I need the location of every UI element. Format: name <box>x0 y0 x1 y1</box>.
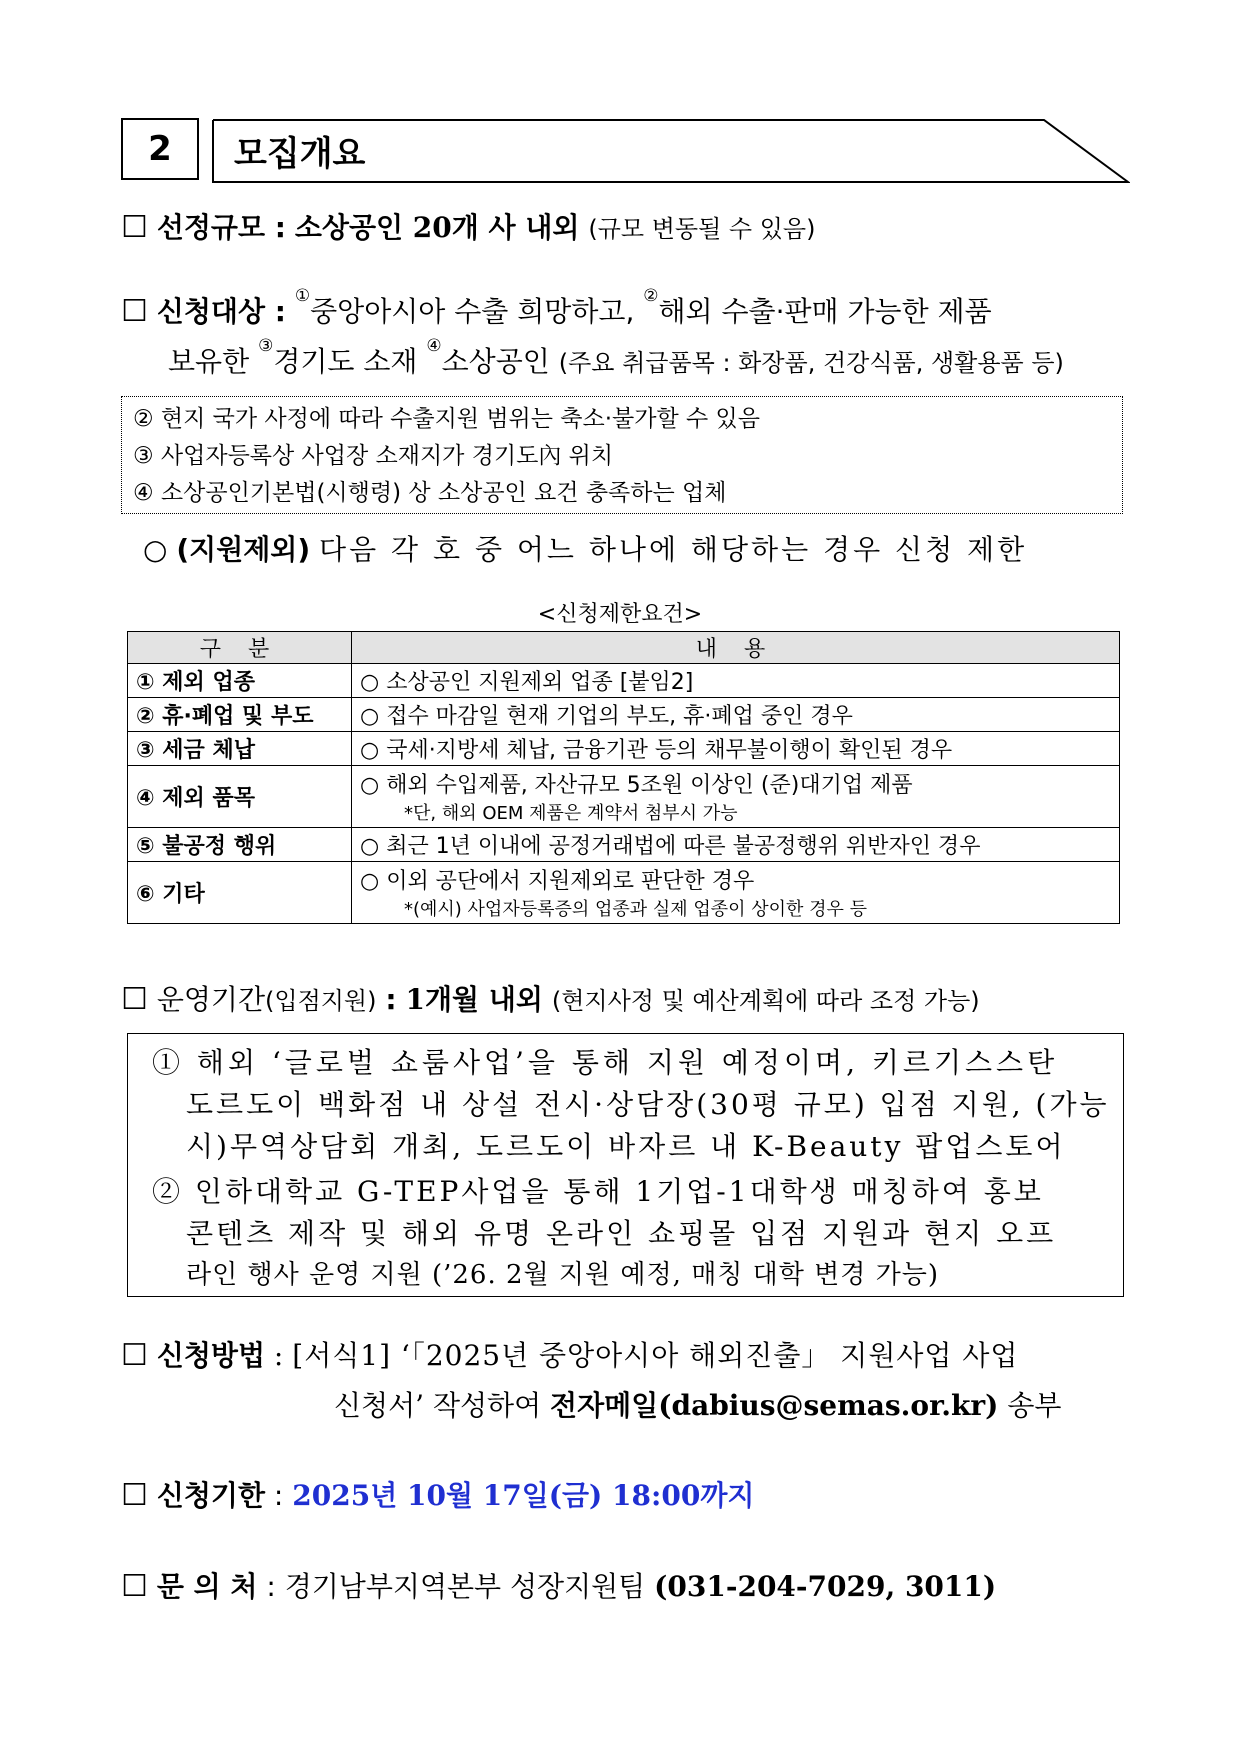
target-text-1: 중앙아시아 수출 희망하고, <box>310 295 635 328</box>
deadline-label: 신청기한 <box>156 1479 266 1512</box>
contact-row <box>121 1565 996 1605</box>
scale-label: 선정규모 : <box>156 211 286 244</box>
checkbox-icon: ☐ <box>121 210 148 245</box>
ops-line: 도르도이 백화점 내 상설 전시·상담장(30평 규모) 입점 지원, (가능 <box>186 1088 1110 1121</box>
table-caption: <신청제한요건> <box>537 602 703 627</box>
ops-line: 콘텐츠 제작 및 해외 유명 온라인 쇼핑몰 입점 지원과 현지 오프 <box>186 1217 1057 1250</box>
content-subnote: *단, 해외 OEM 제품은 계약서 첨부시 가능 <box>404 803 738 824</box>
table-cell-content <box>352 766 1120 828</box>
method-colon: : <box>273 1339 284 1372</box>
target-text-3: 보유한 <box>168 345 250 378</box>
checkbox-icon: ☐ <box>121 294 148 329</box>
period-row <box>121 978 980 1018</box>
table-cell-content <box>352 732 1120 766</box>
table-row <box>128 862 1120 924</box>
target-label: 신청대상 : <box>156 295 286 328</box>
target-num-2: ② <box>643 286 659 306</box>
scale-row <box>121 206 815 246</box>
period-value: 1개월 내외 <box>405 983 543 1016</box>
content-subnote: *(예시) 사업자등록증의 업종과 실제 업종이 상이한 경우 등 <box>404 899 868 920</box>
period-note: (현지사정 및 예산계획에 따라 조정 가능) <box>551 987 980 1015</box>
method-email: 전자메일(dabius@semas.or.kr) <box>550 1389 999 1422</box>
deadline-value: 2025년 10월 17일(금) 18:00까지 <box>292 1479 755 1512</box>
deadline-colon: : <box>273 1479 284 1512</box>
section-title: 모집개요 <box>234 134 366 174</box>
target-text-2: 해외 수출·판매 가능한 제품 <box>658 295 992 328</box>
table-cell-category: ③ 세금 체납 <box>128 732 352 766</box>
exclusion-row <box>143 528 1027 568</box>
contact-colon: : <box>266 1570 276 1603</box>
method-line-2c: 송부 <box>1007 1389 1062 1422</box>
table-cell-content <box>352 698 1120 732</box>
period-colon: : <box>385 983 397 1016</box>
table-cell-category: ⑥ 기타 <box>128 862 352 924</box>
contact-label: 문 의 처 <box>156 1570 258 1603</box>
target-row-2 <box>168 336 1064 380</box>
content-text: ○ 접수 마감일 현재 기업의 부도, 휴·폐업 중인 경우 <box>360 704 853 729</box>
restriction-table <box>127 631 1120 924</box>
scale-note: (규모 변동될 수 있음) <box>588 215 816 243</box>
table-cell-category: ② 휴·폐업 및 부도 <box>128 698 352 732</box>
method-row-2 <box>334 1384 1061 1424</box>
content-text: ○ 이외 공단에서 지원제외로 판단한 경우 <box>360 869 755 894</box>
table-row <box>128 828 1120 862</box>
table-header-row <box>128 632 1120 664</box>
ops-line: ② 인하대학교 G-TEP사업을 통해 1기업-1대학생 매칭하여 홍보 <box>152 1175 1044 1208</box>
table-cell-category: ⑤ 불공정 행위 <box>128 828 352 862</box>
table-row <box>128 664 1120 698</box>
target-text-4: 경기도 소재 <box>273 345 418 378</box>
bullet-icon: ○ <box>143 533 168 566</box>
table-header-cell: 구 분 <box>128 632 352 664</box>
content-text: ○ 소상공인 지원제외 업종 [붙임2] <box>360 670 694 695</box>
table-header-cell: 내 용 <box>352 632 1120 664</box>
target-text-5: 소상공인 <box>441 345 550 378</box>
target-note: (주요 취급품목 : 화장품, 건강식품, 생활용품 등) <box>558 349 1064 377</box>
table-row <box>128 732 1120 766</box>
ops-line: 시)무역상담회 개최, 도르도이 바자르 내 K-Beauty 팝업스토어 <box>186 1130 1066 1163</box>
exclusion-text: 다음 각 호 중 어느 하나에 해당하는 경우 신청 제한 <box>319 533 1028 566</box>
ops-line: 라인 행사 운영 지원 (’26. 2월 지원 예정, 매칭 대학 변경 가능) <box>186 1260 940 1290</box>
table-row <box>128 766 1120 828</box>
ops-line: ① 해외 ‘글로벌 쇼룸사업’을 통해 지원 예정이며, 키르기스스탄 <box>152 1046 1059 1079</box>
method-line-2a: 신청서’ 작성하여 <box>334 1389 542 1422</box>
target-note-item: ③ 사업자등록상 사업장 소재지가 경기도內 위치 <box>133 443 614 469</box>
content-text: ○ 해외 수입제품, 자산규모 5조원 이상인 (준)대기업 제품 <box>360 773 913 798</box>
table-cell-category: ④ 제외 품목 <box>128 766 352 828</box>
target-num-4: ④ <box>426 336 442 356</box>
checkbox-icon: ☐ <box>121 982 148 1017</box>
section-number: 2 <box>121 118 199 180</box>
contact-phone: (031-204-7029, 3011) <box>654 1570 997 1603</box>
table-cell-content <box>352 664 1120 698</box>
contact-value: 경기남부지역본부 성장지원팀 <box>284 1570 646 1603</box>
table-cell-content <box>352 862 1120 924</box>
table-row <box>128 698 1120 732</box>
content-text: ○ 최근 1년 이내에 공정거래법에 따른 불공정행위 위반자인 경우 <box>360 834 981 859</box>
target-note-item: ② 현지 국가 사정에 따라 수출지원 범위는 축소·불가할 수 있음 <box>133 406 760 432</box>
exclusion-label: (지원제외) <box>176 533 311 566</box>
method-label: 신청방법 <box>156 1339 266 1372</box>
content-text: ○ 국세·지방세 체납, 금융기관 등의 채무불이행이 확인된 경우 <box>360 738 953 763</box>
table-cell-content <box>352 828 1120 862</box>
table-cell-category: ① 제외 업종 <box>128 664 352 698</box>
method-row <box>121 1334 1018 1374</box>
checkbox-icon: ☐ <box>121 1478 148 1513</box>
target-row <box>121 286 992 330</box>
method-line-1: [서식1] ‘「2025년 중앙아시아 해외진출」 지원사업 사업 <box>292 1339 1019 1372</box>
target-num-1: ① <box>294 286 311 306</box>
target-note-item: ④ 소상공인기본법(시행령) 상 소상공인 요건 충족하는 업체 <box>133 480 727 506</box>
deadline-row <box>121 1474 754 1514</box>
checkbox-icon: ☐ <box>121 1569 148 1604</box>
period-label-sub: (입점지원) <box>265 987 377 1015</box>
target-num-3: ③ <box>258 336 274 356</box>
checkbox-icon: ☐ <box>121 1338 148 1373</box>
period-label: 운영기간 <box>156 983 266 1016</box>
scale-value: 소상공인 20개 사 내외 <box>294 211 580 244</box>
